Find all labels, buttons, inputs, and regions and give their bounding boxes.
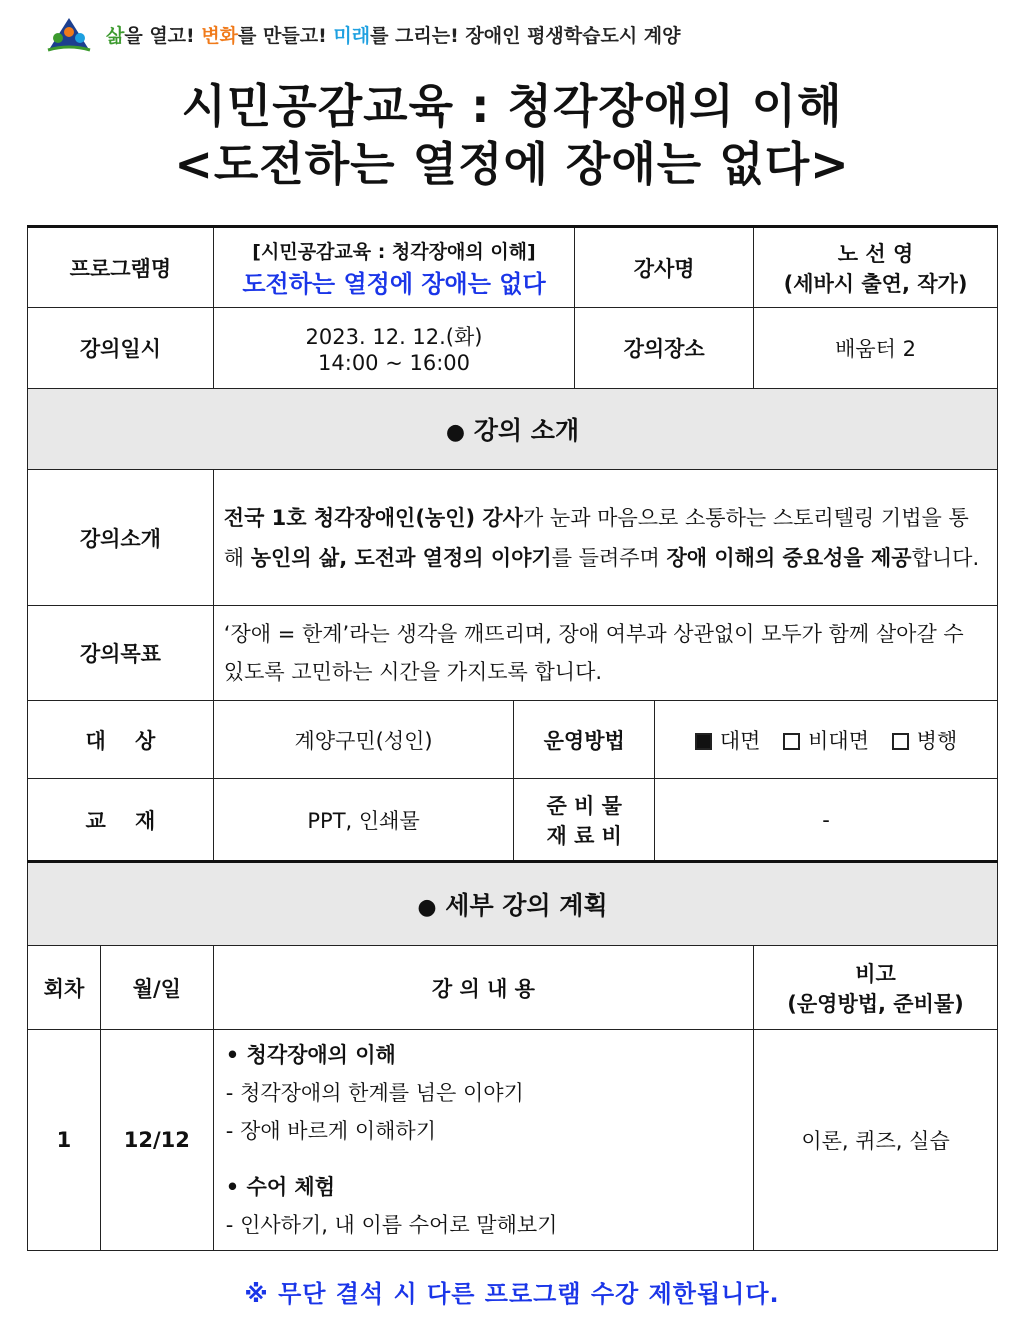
section-intro-title: 강의 소개	[473, 416, 580, 445]
date-value: 2023. 12. 12.(화)	[305, 325, 483, 349]
plan-note: 이론, 퀴즈, 실습	[754, 1030, 998, 1251]
section-lecture-intro	[28, 389, 998, 470]
prep-value: -	[655, 779, 998, 862]
plan-topic-1-item-1: - 청각장애의 한계를 넘은 이야기	[225, 1081, 524, 1105]
program-subtitle: [시민공감교육 : 청각장애의 이해]	[252, 240, 536, 263]
section-plan-title: 세부 강의 계획	[445, 891, 608, 920]
bullet-dot-icon: ●	[445, 420, 466, 445]
slogan-text: 삶을 열고! 변화를 만들고! 미래를 그리는! 장애인 평생학습도시 계양	[106, 24, 681, 47]
plan-round: 1	[28, 1030, 101, 1251]
checked-box-icon	[695, 733, 712, 750]
goal-text: ‘장애 = 한계’라는 생각을 깨뜨리며, 장애 여부과 상관없이 모두가 함께 살아갈 수 있도록 고민하는 시간을 가지도록 합니다.	[213, 606, 997, 701]
instructor-name: 노 선 영	[837, 241, 914, 266]
material-label: 교 재	[28, 779, 214, 862]
program-info-table	[27, 225, 998, 1251]
instructor-desc: (세바시 출연, 작가)	[783, 271, 968, 296]
prep-label-line-1: 준 비 물	[546, 793, 622, 818]
col-header-content: 강 의 내 용	[213, 946, 753, 1030]
plan-content	[213, 1030, 753, 1251]
program-name-label: 프로그램명	[28, 227, 214, 308]
col-header-round: 회차	[28, 946, 101, 1030]
col-header-date: 월/일	[100, 946, 213, 1030]
prep-label	[514, 779, 655, 862]
method-option-online: 비대면	[783, 729, 869, 753]
unchecked-box-icon	[892, 733, 909, 750]
section-lecture-plan	[28, 862, 998, 946]
plan-topic-1: • 청각장애의 이해	[225, 1043, 396, 1067]
bullet-dot-icon: ●	[417, 895, 437, 920]
col-header-note	[754, 946, 998, 1030]
goal-label: 강의목표	[28, 606, 214, 701]
prep-label-line-2: 재 료 비	[546, 823, 622, 848]
method-option-hybrid: 병행	[892, 729, 958, 753]
plan-topic-2-item-1: - 인사하기, 내 이름 수어로 말해보기	[225, 1213, 558, 1237]
plan-topic-2: • 수어 체험	[225, 1175, 335, 1199]
place-label: 강의장소	[575, 308, 754, 389]
material-value: PPT, 인쇄물	[213, 779, 514, 862]
method-label: 운영방법	[514, 701, 655, 779]
time-value: 14:00 ~ 16:00	[318, 351, 470, 375]
instructor-label: 강사명	[575, 227, 754, 308]
footer-notice: ※ 무단 결석 시 다른 프로그램 수강 제한됩니다.	[244, 1280, 780, 1308]
method-options	[655, 701, 998, 779]
target-label: 대 상	[28, 701, 214, 779]
target-value: 계양구민(성인)	[213, 701, 514, 779]
program-main-title: 도전하는 열정에 장애는 없다	[242, 269, 546, 298]
col-header-note-line-1: 비고	[855, 961, 896, 986]
program-name-cell	[213, 227, 574, 308]
col-header-note-line-2: (운영방법, 준비물)	[787, 991, 964, 1016]
date-label: 강의일시	[28, 308, 214, 389]
instructor-cell	[754, 227, 998, 308]
city-logo-icon	[44, 14, 94, 54]
header-slogan-bar	[44, 12, 681, 56]
intro-text: 전국 1호 청각장애인(농인) 강사가 눈과 마음으로 소통하는 스토리텔링 기법을 통해 농인의 삶, 도전과 열정의 이야기를 들려주며 장애 이해의 중요성을 제공합니다.	[213, 470, 997, 606]
intro-label: 강의소개	[28, 470, 214, 606]
plan-topic-1-item-2: - 장애 바르게 이해하기	[225, 1119, 436, 1143]
unchecked-box-icon	[783, 733, 800, 750]
date-cell	[213, 308, 574, 389]
page-title-line-1: 시민공감교육 : 청각장애의 이해	[181, 79, 843, 133]
page-title-line-2: <도전하는 열정에 장애는 없다>	[174, 137, 850, 191]
method-option-inperson: 대면	[695, 729, 761, 753]
place-value: 배움터 2	[754, 308, 998, 389]
plan-date: 12/12	[100, 1030, 213, 1251]
